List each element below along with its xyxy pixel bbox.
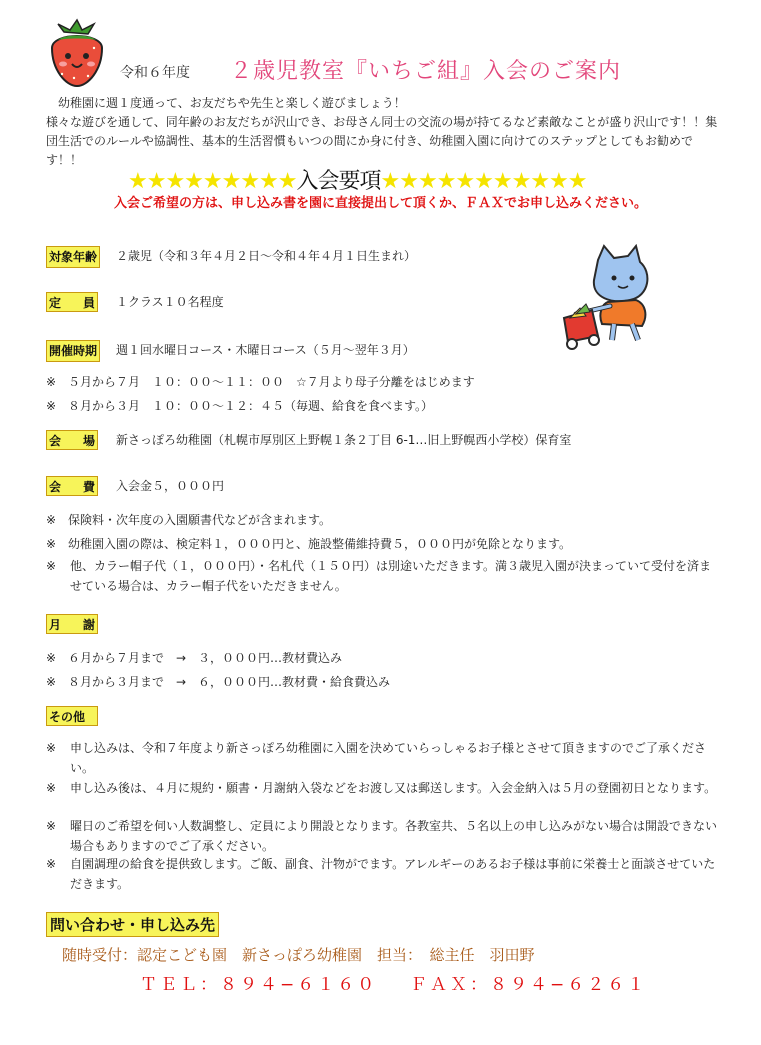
note-text: 幼稚園入園の際は、検定料１，０００円と、施設整備維持費５，０００円が免除となります。	[68, 537, 572, 551]
label-tuition	[46, 614, 98, 634]
other-note-1	[46, 738, 722, 778]
label-tuition-b: 謝	[82, 618, 95, 632]
note-text: 自園調理の給食を提供致します。ご飯、副食、汁物がでます。アレルギーのあるお子様は事前に栄養士と面談させていただきます。	[70, 857, 716, 891]
banner-stars-left: ★★★★★★★★★	[128, 169, 297, 194]
intro-text	[46, 94, 722, 170]
other-note-3	[46, 816, 722, 856]
label-venue-b: 場	[82, 434, 95, 448]
value-period: 週１回水曜日コース・木曜日コース（５月〜翌年３月）	[116, 343, 415, 357]
note-text: 申し込み後は、４月に規約・願書・月謝納入袋などをお渡し又は郵送します。入会金納入は５月の登園初日となります。	[70, 781, 717, 795]
label-tuition-a: 月	[49, 618, 62, 632]
note-mark: ※	[46, 375, 57, 389]
period-note-2	[46, 396, 433, 416]
note-mark: ※	[46, 651, 57, 665]
label-period: 開催時期	[46, 340, 100, 362]
label-capacity-b: 員	[82, 296, 95, 310]
cat-pushing-cart-icon	[552, 244, 664, 354]
value-venue: 新さっぽろ幼稚園（札幌市厚別区上野幌１条２丁目 6-1…旧上野幌西小学校）保育室	[116, 433, 572, 447]
value-age: ２歳児（令和３年４月２日〜令和４年４月１日生まれ）	[116, 249, 417, 263]
note-mark: ※	[46, 857, 57, 871]
tel-number: ＴＥＬ：８９４−６１６０	[140, 975, 378, 995]
note-mark: ※	[46, 819, 57, 833]
label-fee-a: 会	[49, 480, 62, 494]
note-mark: ※	[46, 781, 57, 795]
note-text: ８月から３月まで → ６，０００円…教材費・給食費込み	[68, 675, 391, 689]
note-mark: ※	[46, 399, 57, 413]
note-text: 曜日のご希望を伺い人数調整し、定員により開設となります。各教室共、５名以上の申し込みがない場合は開設できない場合もありますのでご了承ください。	[70, 819, 718, 853]
note-text: 保険料・次年度の入園願書代などが含まれます。	[68, 513, 332, 527]
label-age: 対象年齢	[46, 246, 100, 268]
contact-line: 随時受付：認定こども園 新さっぽろ幼稚園 担当： 総主任 羽田野	[62, 946, 535, 964]
strawberry-icon	[44, 18, 110, 90]
note-mark: ※	[46, 559, 57, 573]
note-text: ６月から７月まで → ３，０００円…教材費込み	[68, 651, 343, 665]
era-label: 令和６年度	[120, 65, 190, 81]
intro-line-2: 様々な遊びを通して、同年齢のお友だちが沢山でき、お母さん同士の交流の場が持てるなど素敵なことが盛り沢山です！！集団生活でのルールや協調性、基本的生活習慣もいつの間にか身に付き、幼稚園入園に向けてのステップとしてもお勧めです！！	[46, 115, 718, 167]
value-capacity: １クラス１０名程度	[116, 295, 224, 309]
label-venue	[46, 430, 98, 450]
label-fee	[46, 476, 98, 496]
contact-label: 問い合わせ・申し込み先	[46, 912, 219, 937]
period-note-1	[46, 372, 475, 392]
other-note-4	[46, 854, 722, 894]
other-note-2	[46, 778, 722, 798]
fee-note-2	[46, 534, 571, 554]
application-notice: 入会ご希望の方は、申し込み書を園に直接提出して頂くか、ＦＡＸでお申し込みください。	[113, 196, 647, 211]
note-text: 他、カラー帽子代（１，０００円）・名札代（１５０円）は別途いただきます。満３歳児入園が決まっていて受付を済ませている場合は、カラー帽子代をいただきません。	[70, 559, 712, 593]
label-capacity-a: 定	[49, 296, 62, 310]
note-mark: ※	[46, 513, 57, 527]
note-text: ５月から７月 １０：００〜１１：００ ☆７月より母子分離をはじめます	[68, 375, 475, 389]
label-capacity	[46, 292, 98, 312]
fee-note-1	[46, 510, 331, 530]
note-mark: ※	[46, 537, 57, 551]
note-text: ８月から３月 １０：００〜１２：４５（毎週、給食を食べます。）	[68, 399, 434, 413]
note-mark: ※	[46, 741, 57, 755]
tuition-note-1	[46, 648, 342, 668]
label-venue-a: 会	[49, 434, 62, 448]
banner-text: 入会要項	[296, 169, 381, 194]
value-fee: 入会金５，０００円	[116, 479, 225, 493]
intro-line-1: 幼稚園に週１度通って、お友だちや先生と楽しく遊びましょう！	[58, 96, 406, 110]
banner-stars-right: ★★★★★★★★★★★	[380, 169, 587, 194]
note-text: 申し込みは、令和７年度より新さっぽろ幼稚園に入園を決めていらっしゃるお子様とさせて頂きますのでご了承ください。	[70, 741, 707, 775]
label-other: その他	[46, 706, 98, 726]
tuition-note-2	[46, 672, 390, 692]
page-title: ２歳児教室『いちご組』入会のご案内	[230, 59, 622, 84]
fax-number: ＦＡＸ：８９４−６２６１	[410, 975, 648, 995]
note-mark: ※	[46, 675, 57, 689]
fee-note-3	[46, 556, 722, 596]
label-fee-b: 費	[82, 480, 95, 494]
requirements-banner	[128, 164, 586, 195]
